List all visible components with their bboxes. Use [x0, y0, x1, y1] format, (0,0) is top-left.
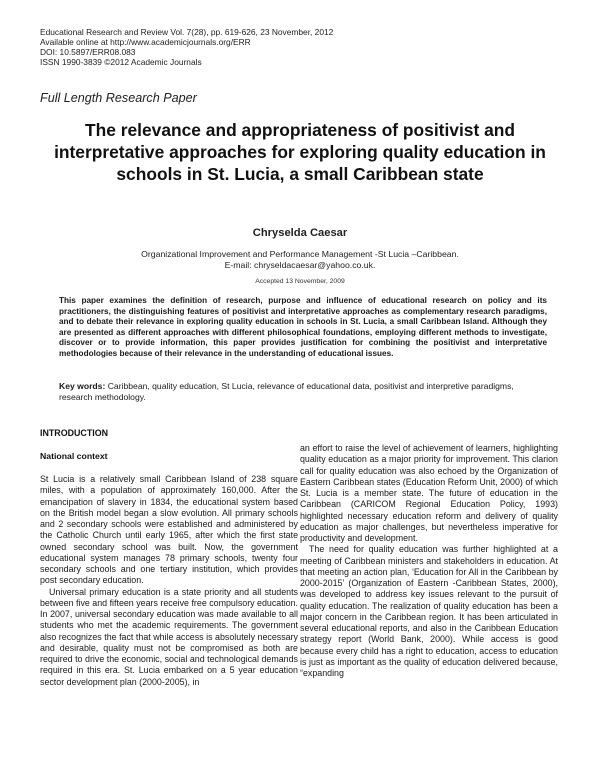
journal-url: Available online at http://www.academicjournals.org/ERR	[40, 37, 251, 47]
journal-header	[40, 27, 333, 67]
issn: ISSN 1990-3839 ©2012 Academic Journals	[40, 57, 202, 67]
body-paragraph: St Lucia is a relatively small Caribbean Island of 238 square miles, with a population of approximately 160,000. After the emancipation of slavery in 1834, the educational system based on the British model began a slow evolution. All primary schools and 2 secondary schools were established and administered by the Catholic Church until early 1965, after which the first state owned secondary school was built. Now, the government educational system manages 78 primary schools, twenty four secondary schools and one tertiary institution, which provides post secondary education.	[40, 474, 298, 586]
affiliation: Organizational Improvement and Performance Management -St Lucia –Caribbean.	[141, 249, 459, 259]
author-affiliation-block	[0, 249, 600, 271]
body-paragraph: an effort to raise the level of achievement of learners, highlighting quality education as a major priority for improvement. This clarion call for quality education was also echoed by the Organization of Eastern Caribbean states (Education Reform Unit, 2000) of which St. Lucia is a member state. The future of education in the Caribbean (CARICOM Regional Education Policy, 1993) highlighted necessary education reform and delivery of quality education as major challenges, but nevertheless imperative for productivity and development.	[300, 443, 558, 543]
keywords-label: Key words:	[59, 381, 106, 391]
body-paragraph: The need for quality education was further highlighted at a meeting of Caribbean ministers and stakeholders in education. At that meeting an action plan, ‘Education for All in the Caribbean by 2000-2015’ (Organization of Eastern -Caribbean States, 2000), was developed to address key issues relevant to the pursuit of quality education. The realization of quality education has been a major concern in the Caribbean region. It has been articulated in several educational reports, and also in the Caribbean Education strategy report (World Bank, 2000). While access is good because every child has a right to education, access to education is just as important as the quality of education delivered because, “expanding	[300, 544, 558, 678]
paper-type: Full Length Research Paper	[40, 91, 197, 105]
doi: DOI: 10.5897/ERR08.083	[40, 47, 136, 57]
keywords	[59, 381, 547, 403]
body-column-right	[300, 443, 558, 679]
author-email: E-mail: chryseldacaesar@yahoo.co.uk.	[224, 260, 376, 270]
abstract: This paper examines the definition of research, purpose and influence of educational research on policy and its practitioners, the distinguishing features of positivist and interpretative approaches as complementary research paradigms, and to debate their relevance in exploring quality education in schools in St. Lucia, a small Caribbean Island. Although they are presented as different approaches with different philosophical foundations, employing different methods to investigate, discover or to provide information, this paper provides justification for combining the positivist and interpretative methodologies because of their relevance in the understanding of educational issues.	[59, 296, 547, 358]
paper-title: The relevance and appropriateness of positivist and interpretative approaches for exploring quality education in schools in St. Lucia, a small Caribbean state	[54, 120, 546, 184]
journal-citation: Educational Research and Review Vol. 7(28), pp. 619-626, 23 November, 2012	[40, 27, 334, 37]
body-column-left	[40, 474, 298, 688]
author-name: Chryselda Caesar	[252, 227, 348, 239]
accepted-date: Accepted 13 November, 2009	[255, 278, 345, 285]
body-paragraph: Universal primary education is a state priority and all students between five and fifteen years receive free compulsory education. In 2007, universal secondary education was made available to all students who met the academic requirements. The government also recognizes the fact that while access is absolutely necessary and desirable, quality must not be compromised as both are required to drive the economic, social and technological demands required in this era. St. Lucia embarked on a 5 year education sector development plan (2000-2005), in	[40, 586, 299, 687]
keywords-text: Caribbean, quality education, St Lucia, relevance of educational data, positivist and interpretive paradigms, research methodology.	[59, 381, 514, 403]
subheading-national-context: National context	[40, 451, 108, 461]
section-heading-introduction: INTRODUCTION	[40, 428, 109, 438]
